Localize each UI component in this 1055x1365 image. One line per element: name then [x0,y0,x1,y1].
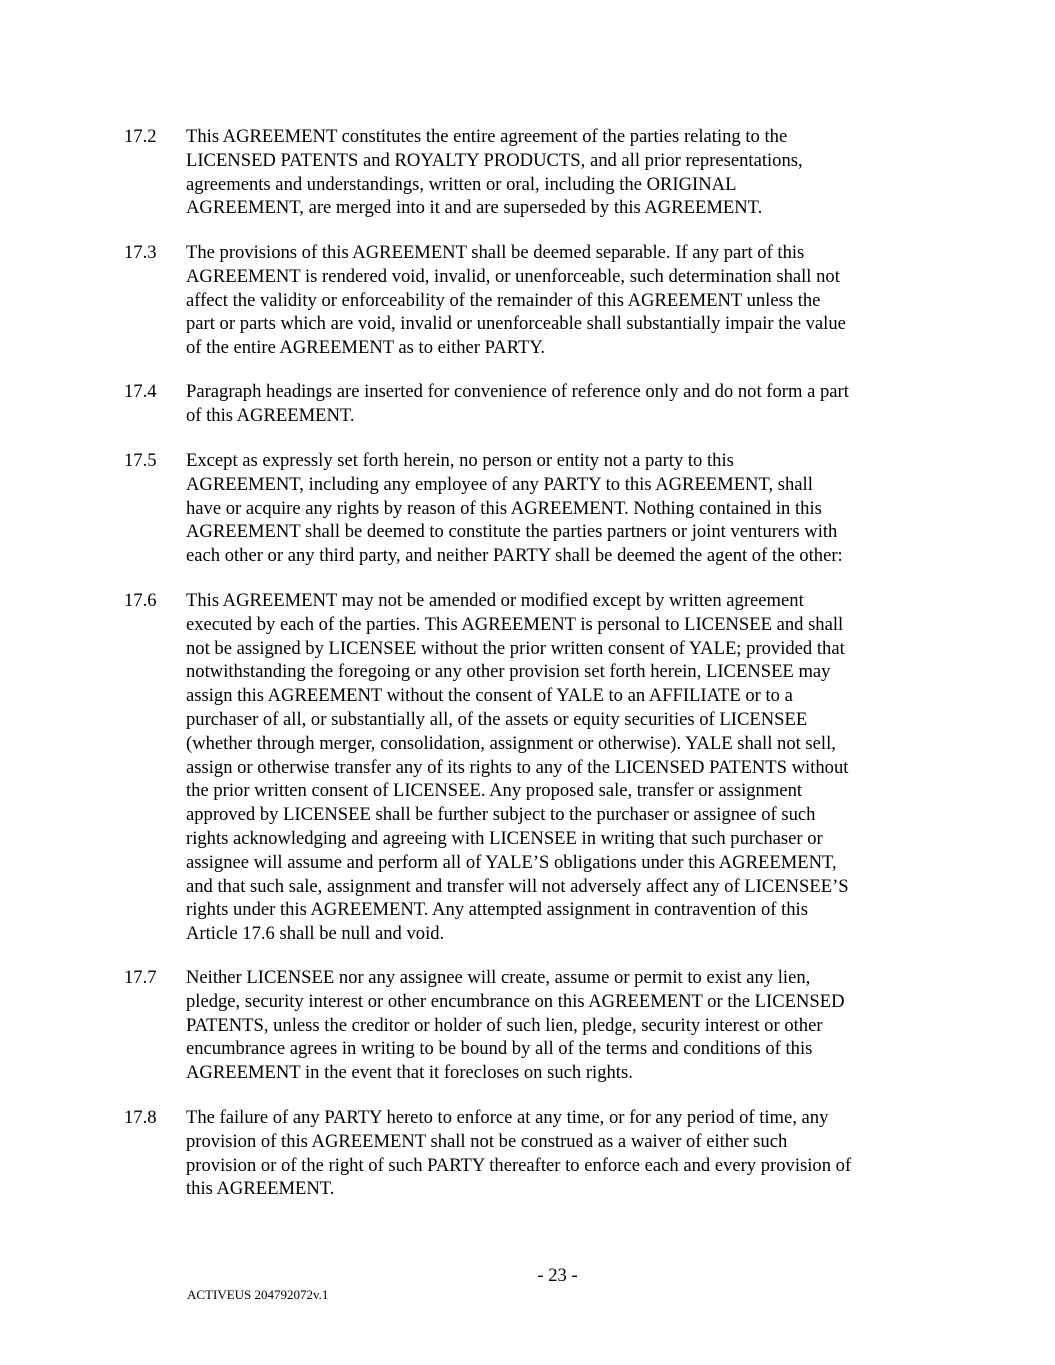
text-line: affect the validity or enforceability of the remainder of this AGREEMENT unless the [186,289,821,311]
paragraph-17-7 [124,966,944,1085]
text-line: (whether through merger, consolidation, assignment or otherwise). YALE shall not sell, [186,732,836,754]
text-line: AGREEMENT, including any employee of any PARTY to this AGREEMENT, shall [186,473,813,495]
text-line: approved by LICENSEE shall be further subject to the purchaser or assignee of such [186,804,816,826]
paragraph-number: 17.5 [124,450,157,471]
paragraph-text [186,125,946,220]
text-line: pledge, security interest or other encumbrance on this AGREEMENT or the LICENSED [186,990,845,1012]
text-line: AGREEMENT shall be deemed to constitute the parties partners or joint venturers with [186,521,838,543]
text-line: rights acknowledging and agreeing with LICENSEE in writing that such purchaser or [186,827,823,849]
text-line: Paragraph headings are inserted for convenience of reference only and do not form a part [186,381,849,402]
paragraph-number: 17.2 [124,126,157,147]
text-line: of the entire AGREEMENT as to either PARTY. [186,337,546,359]
document-id: ACTIVEUS 204792072v.1 [187,1287,329,1302]
text-line: this AGREEMENT. [186,1178,335,1200]
text-line: This AGREEMENT constitutes the entire agreement of the parties relating to the [186,126,788,147]
text-line: agreements and understandings, written or oral, including the ORIGINAL [186,173,737,195]
text-line: the prior written consent of LICENSEE. Any proposed sale, transfer or assignment [186,780,803,802]
text-line: This AGREEMENT may not be amended or modified except by written agreement [186,590,804,611]
text-line: assignee will assume and perform all of YALE’S obligations under this AGREEMENT, [186,851,837,873]
paragraph-17-5 [124,449,944,568]
text-line: Article 17.6 shall be null and void. [186,923,445,945]
text-line: AGREEMENT in the event that it forecloses on such rights. [186,1062,633,1084]
text-line: of this AGREEMENT. [186,404,355,426]
text-line: LICENSED PATENTS and ROYALTY PRODUCTS, and all prior representations, [186,149,803,171]
text-line: Neither LICENSEE nor any assignee will create, assume or permit to exist any lien, [186,967,811,988]
paragraph-number: 17.7 [124,967,157,988]
paragraph-text [186,966,946,1085]
text-line: have or acquire any rights by reason of this AGREEMENT. Nothing contained in this [186,497,822,519]
text-line: Except as expressly set forth herein, no person or entity not a party to this [186,450,734,471]
text-line: not be assigned by LICENSEE without the prior written consent of YALE; provided that [186,637,845,659]
text-line: assign or otherwise transfer any of its rights to any of the LICENSED PATENTS without [186,756,849,778]
paragraph-text [186,589,946,946]
text-line: executed by each of the parties. This AGREEMENT is personal to LICENSEE and shall [186,613,844,635]
text-line: part or parts which are void, invalid or unenforceable shall substantially impair the value [186,313,846,335]
text-line: notwithstanding the foregoing or any other provision set forth herein, LICENSEE may [186,661,831,683]
paragraph-text [186,241,946,360]
paragraph-number: 17.6 [124,590,157,611]
paragraph-17-3 [124,241,944,360]
text-line: AGREEMENT, are merged into it and are superseded by this AGREEMENT. [186,197,763,219]
paragraph-17-2 [124,125,944,220]
paragraph-17-8 [124,1106,944,1201]
text-line: purchaser of all, or substantially all, of the assets or equity securities of LICENSEE [186,708,808,730]
paragraph-number: 17.8 [124,1107,157,1128]
paragraph-17-4 [124,380,944,428]
paragraph-17-6 [124,589,944,946]
text-line: provision or of the right of such PARTY thereafter to enforce each and every provision of [186,1154,852,1176]
text-line: The failure of any PARTY hereto to enforce at any time, or for any period of time, any [186,1107,829,1128]
paragraph-number: 17.4 [124,381,157,402]
paragraph-text [186,1106,946,1201]
paragraph-text [186,380,946,428]
text-line: AGREEMENT is rendered void, invalid, or unenforceable, such determination shall not [186,265,840,287]
text-line: provision of this AGREEMENT shall not be construed as a waiver of either such [186,1130,788,1152]
text-line: PATENTS, unless the creditor or holder of such lien, pledge, security interest or other [186,1014,823,1036]
text-line: rights under this AGREEMENT. Any attempted assignment in contravention of this [186,899,808,921]
text-line: and that such sale, assignment and transfer will not adversely affect any of LICENSEE’S [186,875,849,897]
text-line: encumbrance agrees in writing to be bound by all of the terms and conditions of this [186,1038,813,1060]
paragraph-text [186,449,946,568]
text-line: The provisions of this AGREEMENT shall be deemed separable. If any part of this [186,242,805,263]
text-line: assign this AGREEMENT without the consent of YALE to an AFFILIATE or to a [186,685,793,707]
page-number: - 23 - [537,1265,578,1286]
text-line: each other or any third party, and neither PARTY shall be deemed the agent of the other: [186,545,843,567]
paragraph-number: 17.3 [124,242,157,263]
